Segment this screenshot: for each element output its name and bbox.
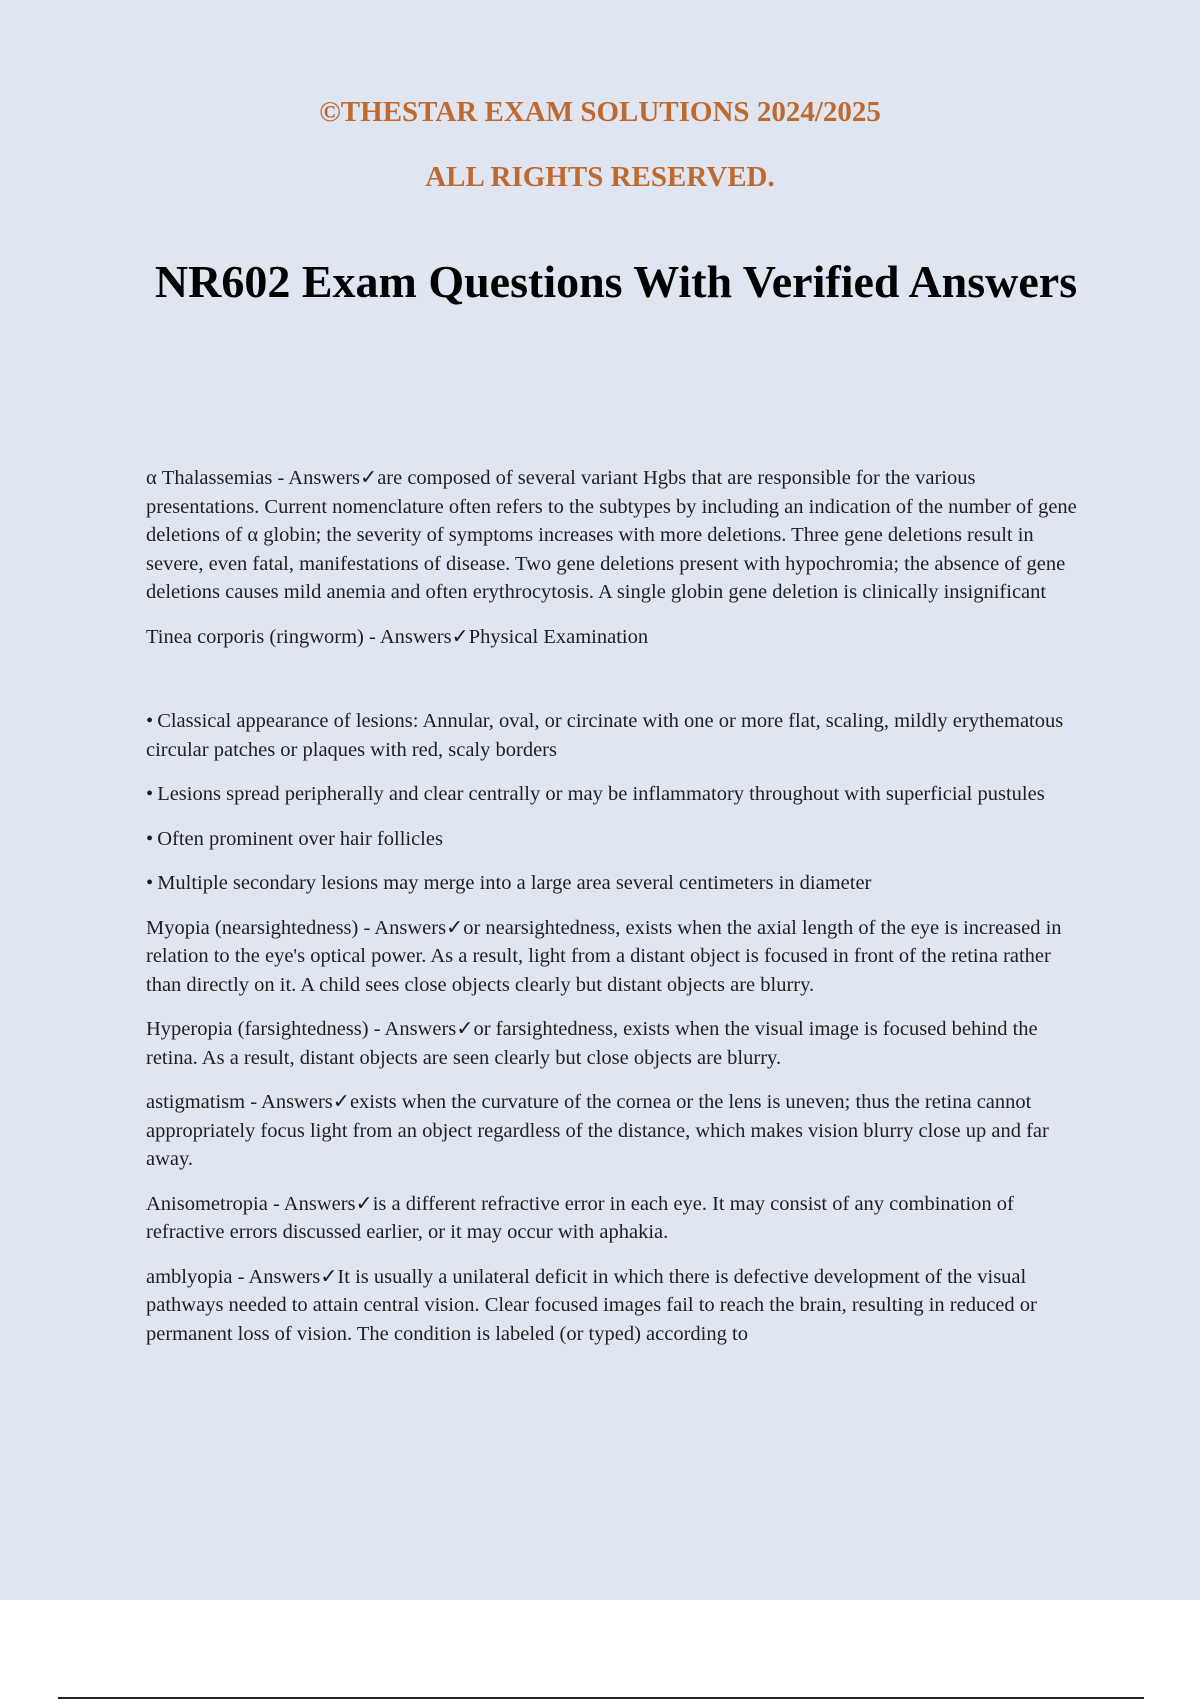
document-title: NR602 Exam Questions With Verified Answers xyxy=(154,256,1078,307)
qa-term: astigmatism xyxy=(146,1091,246,1113)
qa-term: Myopia (nearsightedness) xyxy=(146,916,359,939)
qa-content xyxy=(146,464,1086,1364)
qa-entry-myopia xyxy=(146,914,1086,1000)
qa-entry-astigmatism xyxy=(146,1088,1086,1174)
bullet-text: Often prominent over hair follicles xyxy=(157,827,443,850)
bullet-marker: • xyxy=(146,783,154,805)
qa-answer-marker: - Answers✓ xyxy=(272,467,378,489)
qa-answer: or farsightedness, exists when the visual image is focused behind the retina. As a result, distant objects are seen clearly but close objects are blurry. xyxy=(146,1018,1038,1069)
bullet-text: Multiple secondary lesions may merge into a large area several centimeters in diameter xyxy=(157,872,872,894)
qa-answer-marker: - Answers✓ xyxy=(245,1091,350,1113)
qa-term: Tinea corporis (ringworm) xyxy=(146,625,364,648)
bullet-item xyxy=(146,825,1086,854)
copyright-notice: ©THESTAR EXAM SOLUTIONS 2024/2025 xyxy=(319,96,881,128)
page-bottom-rule xyxy=(58,1697,1144,1699)
bullet-item xyxy=(146,707,1086,764)
bullet-item xyxy=(146,780,1086,809)
bullet-text: Classical appearance of lesions: Annular, oval, or circinate with one or more flat, scaling, mildly erythematous circular patches or plaques with red, scaly borders xyxy=(146,710,1064,761)
bullet-marker: • xyxy=(146,710,154,732)
qa-entry-tinea-corporis xyxy=(146,623,1086,652)
qa-answer: or nearsightedness, exists when the axial length of the eye is increased in relation to the eye's optical power. As a result, light from a distant object is focused in front of the retina rather than directly on it. A child sees close objects clearly but distant objects are blurry. xyxy=(146,916,1062,996)
qa-entry-hyperopia xyxy=(146,1015,1086,1072)
qa-term: amblyopia xyxy=(146,1265,233,1288)
qa-answer-marker: - Answers✓ xyxy=(358,916,464,939)
qa-answer-marker: - Answers✓ xyxy=(232,1265,338,1288)
bullet-marker: • xyxy=(146,872,154,894)
rights-reserved-notice: ALL RIGHTS RESERVED. xyxy=(425,161,775,193)
qa-term: Hyperopia (farsightedness) xyxy=(146,1018,369,1040)
bullet-marker: • xyxy=(146,827,154,850)
qa-entry-amblyopia xyxy=(146,1263,1086,1349)
qa-answer-marker: - Answers✓ xyxy=(368,1018,474,1040)
bullet-text: Lesions spread peripherally and clear centrally or may be inflammatory throughout with superficial pustules xyxy=(157,783,1045,805)
qa-answer: is a different refractive error in each eye. It may consist of any combination of refractive errors discussed earlier, or it may occur with aphakia. xyxy=(146,1192,1014,1243)
qa-answer: exists when the curvature of the cornea or the lens is uneven; thus the retina cannot appropriately focus light from an object regardless of the distance, which makes vision blurry close up and far away. xyxy=(146,1091,1049,1170)
qa-entry-anisometropia xyxy=(146,1190,1086,1247)
qa-answer: are composed of several variant Hgbs that are responsible for the various presentations. Current nomenclature often refers to the subtypes by including an indication of the number of gene deletions of α globin; the severity of symptoms increases with more deletions. Three gene deletions result in severe, even fatal, manifestations of disease. Two gene deletions present with hypochromia; the absence of gene deletions causes mild anemia and often erythrocytosis. A single globin gene deletion is clinically insignificant xyxy=(146,467,1077,603)
qa-term: Anisometropia xyxy=(146,1192,268,1215)
qa-term: α Thalassemias xyxy=(146,467,273,489)
qa-answer-marker: - Answers✓ xyxy=(363,625,469,648)
bullet-item xyxy=(146,869,1086,898)
qa-answer: It is usually a unilateral deficit in which there is defective development of the visual pathways needed to attain central vision. Clear focused images fail to reach the brain, resulting in reduced or permanent loss of vision. The condition is labeled (or typed) according to xyxy=(146,1265,1037,1345)
qa-answer-marker: - Answers✓ xyxy=(267,1192,373,1215)
qa-entry-alpha-thalassemias xyxy=(146,464,1086,607)
qa-answer: Physical Examination xyxy=(468,625,649,648)
